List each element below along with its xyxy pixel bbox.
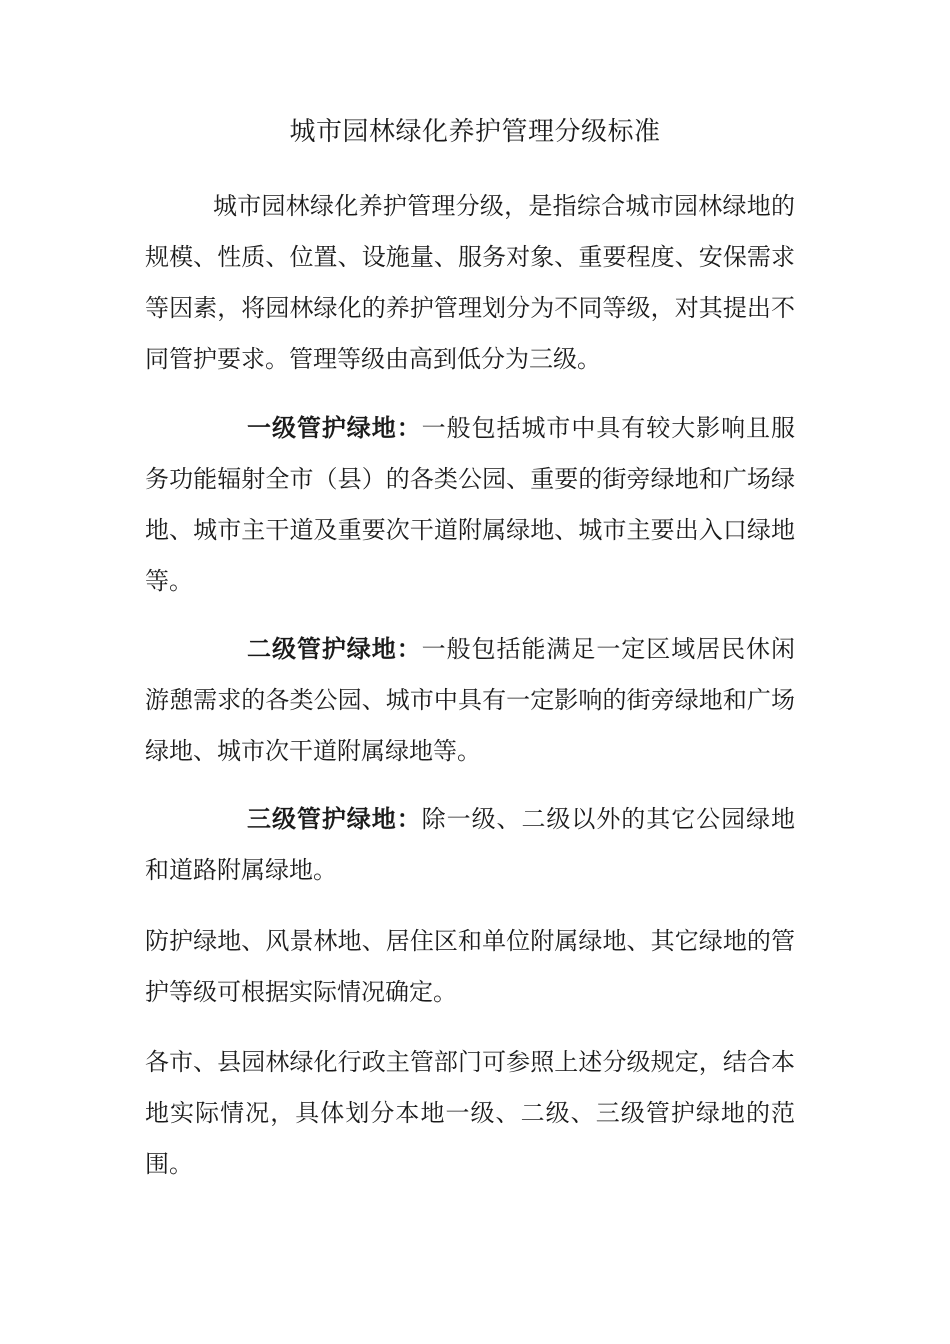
level-3-paragraph <box>145 793 795 896</box>
level-2-text: 一般包括能满足一定区域居民休闲游憩需求的各类公园、城市中具有一定影响的街旁绿地和广场绿地、城市次干道附属绿地等。 <box>145 635 796 765</box>
level-1-paragraph <box>145 402 795 607</box>
other-greenland-paragraph: 防护绿地、风景林地、居住区和单位附属绿地、其它绿地的管护等级可根据实际情况确定。 <box>145 927 795 1006</box>
level-1-label: 一级管护绿地： <box>247 413 422 442</box>
city-county-paragraph: 各市、县园林绿化行政主管部门可参照上述分级规定，结合本地实际情况，具体划分本地一级、二级、三级管护绿地的范围。 <box>145 1048 795 1178</box>
document-title: 城市园林绿化养护管理分级标准 <box>289 117 661 147</box>
level-2-paragraph <box>145 623 795 777</box>
level-3-label: 三级管护绿地： <box>247 804 422 833</box>
level-1-text: 一般包括城市中具有较大影响且服务功能辐射全市（县）的各类公园、重要的街旁绿地和广场绿地、城市主干道及重要次干道附属绿地、城市主要出入口绿地等。 <box>145 414 796 595</box>
intro-paragraph: 城市园林绿化养护管理分级，是指综合城市园林绿地的规模、性质、位置、设施量、服务对象、重要程度、安保需求等因素，将园林绿化的养护管理划分为不同等级，对其提出不同管护要求。管理等级由高到低分为三级。 <box>145 192 795 373</box>
level-3-text: 除一级、二级以外的其它公园绿地和道路附属绿地。 <box>145 805 796 884</box>
level-2-label: 二级管护绿地： <box>247 634 422 663</box>
